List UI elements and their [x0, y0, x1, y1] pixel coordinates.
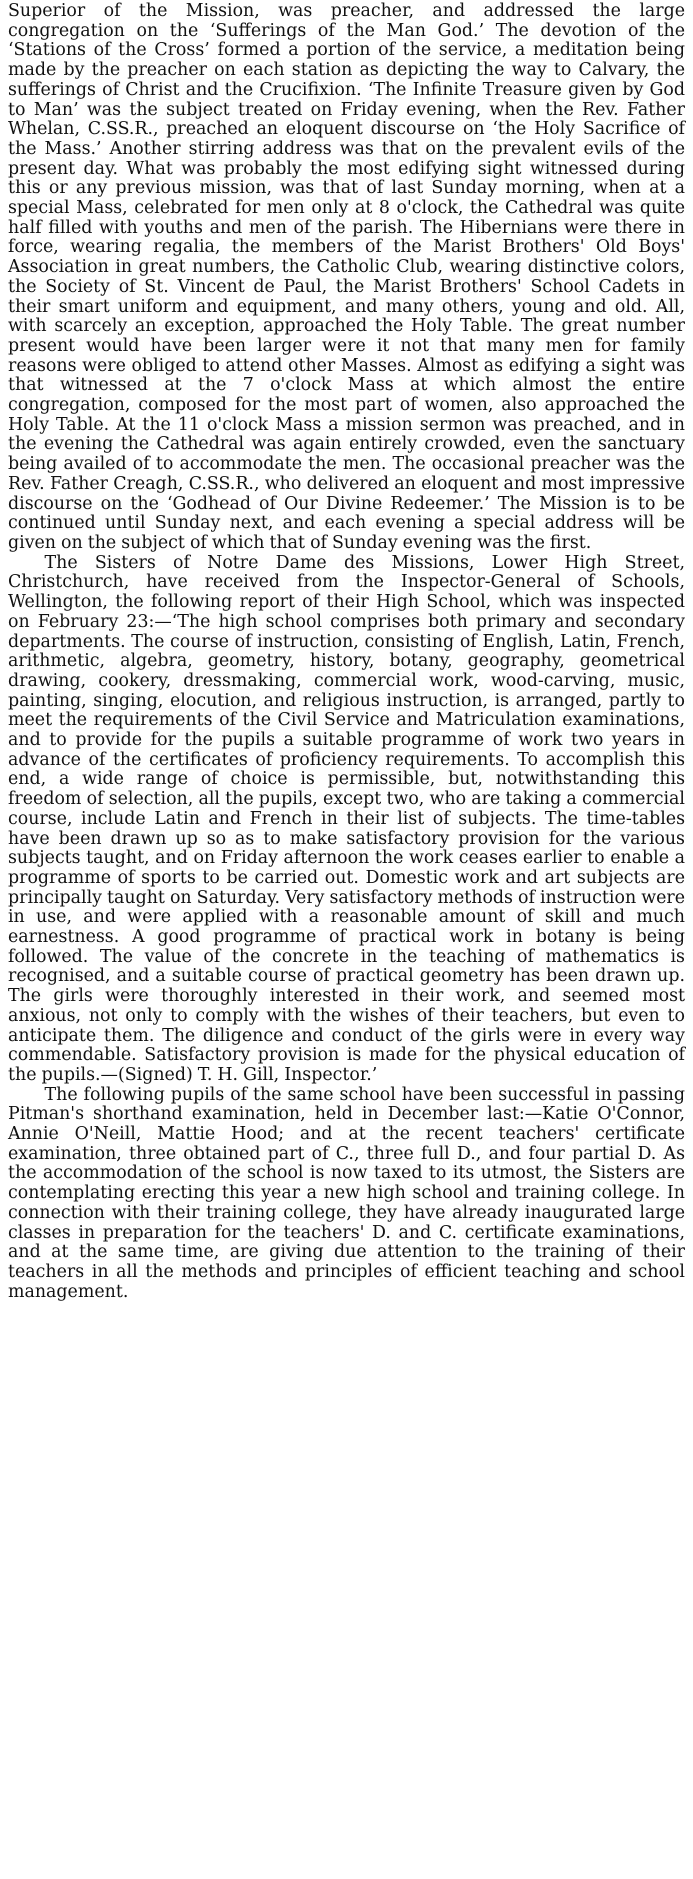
paragraph-examination-results: The following pupils of the same school have been successful in passing Pitman's shorthand examination, held in December last:—Katie O'Connor, Annie O'Neill, Mattie Hood; and at the recent teachers' certificate examination, three obtained part of C., three full D., and four partial D. As the accommodation of the school is now taxed to its utmost, the Sisters are contemplating erecting this year a new high school and training college. In connection with their training college, they have already inaugurated large classes in preparation for the teachers' D. and C. certificate examinations, and at the same time, are giving due attention to the training of their teachers in all the methods and principles of efficient teaching and school management.	[8, 1084, 685, 1302]
paragraph-school-inspection-report: The Sisters of Notre Dame des Missions, Lower High Street, Christchurch, have received from the Inspector-General of Schools, Wellington, the following report of their High School, which was inspected on February 23:—‘The high school comprises both primary and secondary departments. The course of instruction, consisting of English, Latin, French, arithmetic, algebra, geometry, history, botany, geography, geometrical drawing, cookery, dressmaking, commercial work, wood-carving, music, painting, singing, elocution, and religious instruction, is arranged, partly to meet the requirements of the Civil Service and Matriculation examinations, and to provide for the pupils a suitable programme of work two years in advance of the certificates of proficiency requirements. To accomplish this end, a wide range of choice is permissible, but, notwithstanding this freedom of selection, all the pupils, except two, who are taking a commercial course, include Latin and French in their list of subjects. The time-tables have been drawn up so as to make satisfactory provision for the various subjects taught, and on Friday afternoon the work ceases earlier to enable a programme of sports to be carried out. Domestic work and art subjects are principally taught on Saturday. Very satisfactory methods of instruction were in use, and were applied with a reasonable amount of skill and much earnestness. A good programme of practical work in botany is being followed. The value of the concrete in the teaching of mathematics is recognised, and a suitable course of practical geometry has been drawn up. The girls were thoroughly interested in their work, and seemed most anxious, not only to comply with the wishes of their teachers, but even to anticipate them. The diligence and conduct of the girls were in every way commendable. Satisfactory provision is made for the physical education of the pupils.—(Signed) T. H. Gill, Inspector.’	[8, 552, 685, 1085]
paragraph-mission-services: Superior of the Mission, was preacher, and addressed the large congregation on the ‘Sufferings of the Man God.’ The devotion of the ‘Stations of the Cross’ formed a portion of the service, a meditation being made by the preacher on each station as depicting the way to Calvary, the sufferings of Christ and the Crucifixion. ‘The Infinite Treasure given by God to Man’ was the subject treated on Friday evening, when the Rev. Father Whelan, C.SS.R., preached an eloquent discourse on ‘the Holy Sacrifice of the Mass.’ Another stirring address was that on the prevalent evils of the present day. What was probably the most edifying sight witnessed during this or any previous mission, was that of last Sunday morning, when at a special Mass, celebrated for men only at 8 o'clock, the Cathedral was quite half filled with youths and men of the parish. The Hibernians were there in force, wearing regalia, the members of the Marist Brothers' Old Boys' Association in great numbers, the Catholic Club, wearing distinctive colors, the Society of St. Vincent de Paul, the Marist Brothers' School Cadets in their smart uniform and equipment, and many others, young and old. All, with scarcely an exception, approached the Holy Table. The great number present would have been larger were it not that many men for family reasons were obliged to attend other Masses. Almost as edifying a sight was that witnessed at the 7 o'clock Mass at which almost the entire congregation, composed for the most part of women, also approached the Holy Table. At the 11 o'clock Mass a mission sermon was preached, and in the evening the Cathedral was again entirely crowded, even the sanctuary being availed of to accommodate the men. The occasional preacher was the Rev. Father Creagh, C.SS.R., who delivered an eloquent and most impressive discourse on the ‘Godhead of Our Divine Redeemer.’ The Mission is to be continued until Sunday next, and each evening a special address will be given on the subject of which that of Sunday evening was the first.	[8, 1, 685, 553]
